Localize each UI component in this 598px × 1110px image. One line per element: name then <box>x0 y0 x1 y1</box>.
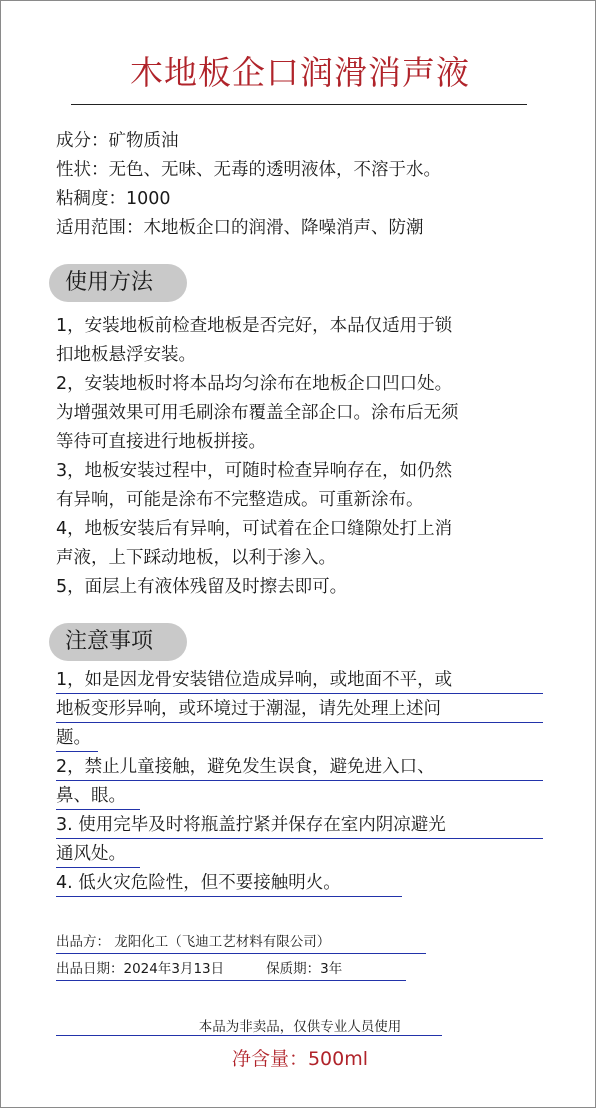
note-underline <box>56 780 543 781</box>
usage-line: 3，地板安装过程中，可随时检查异响存在，如仍然 <box>56 461 453 481</box>
note-line: 地板变形异响，或环境过于潮湿，请先处理上述问 <box>56 699 441 719</box>
footer-info <box>56 929 556 983</box>
usage-line: 声液，上下踩动地板，以利于渗入。 <box>56 548 336 568</box>
precautions <box>56 666 556 898</box>
product-title: 木地板企口润滑消声液 <box>130 53 470 92</box>
note-line: 题。 <box>56 728 91 748</box>
usage-line: 为增强效果可用毛刷涂布覆盖全部企口。涂布后无须 <box>56 403 459 423</box>
usage-line: 5，面层上有液体残留及时擦去即可。 <box>56 577 348 597</box>
note-line: 3. 使用完毕及时将瓶盖拧紧并保存在室内阴凉避光 <box>56 815 446 835</box>
info-composition: 成分：矿物质油 <box>56 131 179 151</box>
info-viscosity: 粘稠度：1000 <box>56 189 171 209</box>
net-content: 净含量：500ml <box>231 1048 369 1070</box>
note-underline <box>56 867 140 868</box>
note-underline <box>56 896 402 897</box>
note-line: 4. 低火灾危险性，但不要接触明火。 <box>56 873 341 893</box>
usage-line: 等待可直接进行地板拼接。 <box>56 432 266 452</box>
info-properties: 性状：无色、无味、无毒的透明液体，不溶于水。 <box>56 160 441 180</box>
shelf-life: 保质期：3年 <box>266 961 343 977</box>
info-scope: 适用范围：木地板企口的润滑、降噪消声、防潮 <box>56 218 424 238</box>
note-line: 通风处。 <box>56 844 126 864</box>
note-underline <box>56 693 543 694</box>
title-divider <box>71 104 527 105</box>
production-date: 出品日期：2024年3月13日 <box>56 961 225 977</box>
usage-line: 1，安装地板前检查地板是否完好，本品仅适用于锁 <box>56 316 453 336</box>
note-underline <box>56 838 543 839</box>
usage-line: 2，安装地板时将本品均匀涂布在地板企口凹口处。 <box>56 374 453 394</box>
not-for-sale-notice: 本品为非卖品，仅供专业人员使用 <box>198 1019 402 1035</box>
usage-line: 有异响，可能是涂布不完整造成。可重新涂布。 <box>56 490 424 510</box>
usage-instructions <box>56 312 556 602</box>
note-underline <box>56 751 98 752</box>
usage-line: 扣地板悬浮安装。 <box>56 345 196 365</box>
footer-underline <box>56 953 426 954</box>
usage-line: 4，地板安装后有异响，可试着在企口缝隙处打上消 <box>56 519 453 539</box>
note-line: 1，如是因龙骨安装错位造成异响，或地面不平，或 <box>56 670 453 690</box>
notice-underline <box>56 1035 442 1036</box>
note-underline <box>56 809 140 810</box>
product-info <box>56 127 441 243</box>
producer: 出品方： 龙阳化工（飞迪工艺材料有限公司） <box>56 934 331 950</box>
notes-heading: 注意事项 <box>49 623 187 661</box>
note-line: 2，禁止儿童接触，避免发生误食，避免进入口、 <box>56 757 435 777</box>
note-underline <box>56 722 543 723</box>
usage-heading: 使用方法 <box>49 264 187 302</box>
note-line: 鼻、眼。 <box>56 786 126 806</box>
footer-underline <box>56 980 406 981</box>
